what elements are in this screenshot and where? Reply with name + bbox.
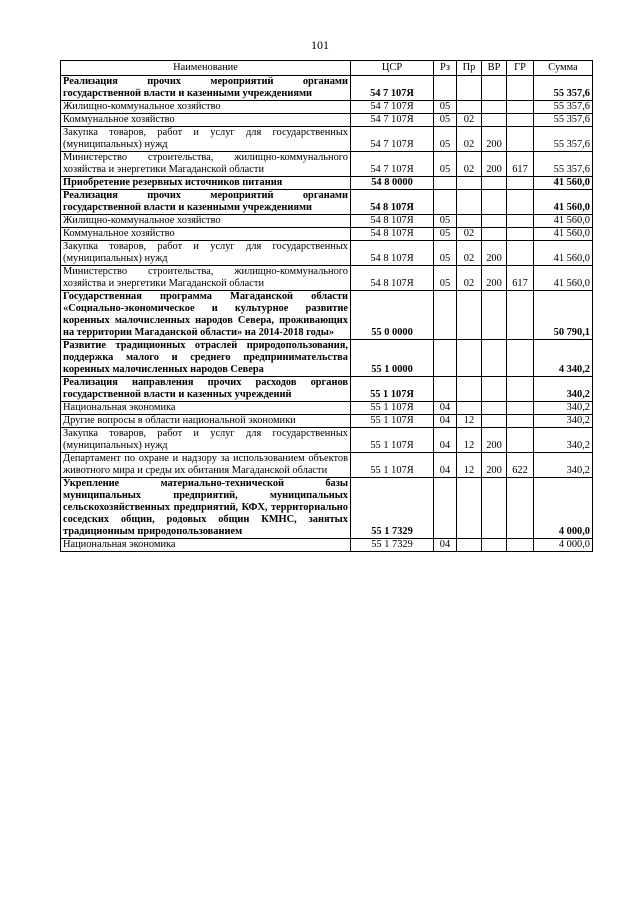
cell-name: Закупка товаров, работ и услуг для государственных (муниципальных) нужд bbox=[61, 428, 351, 453]
cell-name: Департамент по охране и надзору за использованием объектов животного мира и среды их обитания Магаданской области bbox=[61, 453, 351, 478]
cell-gr bbox=[507, 539, 534, 552]
cell-rz: 04 bbox=[434, 402, 457, 415]
cell-pr bbox=[457, 340, 482, 377]
cell-rz bbox=[434, 76, 457, 101]
cell-name: Жилищно-коммунальное хозяйство bbox=[61, 101, 351, 114]
cell-rz: 04 bbox=[434, 415, 457, 428]
cell-vr bbox=[482, 340, 507, 377]
table-row bbox=[61, 127, 593, 152]
cell-name: Государственная программа Магаданской области «Социально-экономическое и культурное развитие коренных малочисленных народов Севера, проживающих на территории Магаданской области» на 2014-2018 годы» bbox=[61, 291, 351, 340]
cell-pr bbox=[457, 478, 482, 539]
cell-pr: 02 bbox=[457, 152, 482, 177]
cell-sum: 41 560,0 bbox=[534, 228, 593, 241]
table-row bbox=[61, 266, 593, 291]
cell-csr: 55 1 107Я bbox=[351, 453, 434, 478]
cell-csr: 55 1 7329 bbox=[351, 539, 434, 552]
cell-vr bbox=[482, 114, 507, 127]
cell-sum: 41 560,0 bbox=[534, 215, 593, 228]
cell-name: Укрепление материально-технической базы муниципальных предприятий, муниципальных сельскохозяйственных предприятий, КФХ, территориально соседских общин, родовых общин КМНС, занятых традиционным природопользованием bbox=[61, 478, 351, 539]
cell-pr: 02 bbox=[457, 127, 482, 152]
cell-name: Министерство строительства, жилищно-коммунального хозяйства и энергетики Магаданской области bbox=[61, 152, 351, 177]
cell-name: Коммунальное хозяйство bbox=[61, 114, 351, 127]
cell-name: Закупка товаров, работ и услуг для государственных (муниципальных) нужд bbox=[61, 127, 351, 152]
cell-pr: 02 bbox=[457, 228, 482, 241]
table-row bbox=[61, 478, 593, 539]
cell-gr bbox=[507, 428, 534, 453]
cell-rz bbox=[434, 377, 457, 402]
cell-pr: 02 bbox=[457, 241, 482, 266]
table-row bbox=[61, 428, 593, 453]
cell-vr: 200 bbox=[482, 127, 507, 152]
cell-gr bbox=[507, 415, 534, 428]
cell-gr bbox=[507, 76, 534, 101]
cell-csr: 54 7 107Я bbox=[351, 114, 434, 127]
cell-gr: 617 bbox=[507, 266, 534, 291]
cell-vr: 200 bbox=[482, 428, 507, 453]
cell-rz bbox=[434, 340, 457, 377]
cell-name: Реализация направления прочих расходов органов государственной власти и казенных учреждений bbox=[61, 377, 351, 402]
cell-name: Жилищно-коммунальное хозяйство bbox=[61, 215, 351, 228]
cell-vr bbox=[482, 190, 507, 215]
table-row bbox=[61, 402, 593, 415]
column-header-rz: Рз bbox=[434, 61, 457, 76]
cell-gr bbox=[507, 241, 534, 266]
cell-csr: 54 8 107Я bbox=[351, 190, 434, 215]
cell-rz: 05 bbox=[434, 228, 457, 241]
cell-vr: 200 bbox=[482, 453, 507, 478]
cell-gr bbox=[507, 127, 534, 152]
cell-sum: 41 560,0 bbox=[534, 177, 593, 190]
cell-vr bbox=[482, 228, 507, 241]
cell-csr: 55 1 0000 bbox=[351, 340, 434, 377]
cell-rz: 05 bbox=[434, 152, 457, 177]
cell-gr bbox=[507, 215, 534, 228]
table-row bbox=[61, 114, 593, 127]
table-row bbox=[61, 76, 593, 101]
cell-sum: 55 357,6 bbox=[534, 114, 593, 127]
cell-rz: 04 bbox=[434, 539, 457, 552]
cell-name: Национальная экономика bbox=[61, 539, 351, 552]
cell-sum: 4 000,0 bbox=[534, 539, 593, 552]
cell-sum: 340,2 bbox=[534, 415, 593, 428]
column-header-sum: Сумма bbox=[534, 61, 593, 76]
cell-gr bbox=[507, 114, 534, 127]
cell-pr: 12 bbox=[457, 428, 482, 453]
cell-sum: 4 340,2 bbox=[534, 340, 593, 377]
cell-name: Коммунальное хозяйство bbox=[61, 228, 351, 241]
cell-rz: 05 bbox=[434, 266, 457, 291]
cell-rz bbox=[434, 291, 457, 340]
table-row bbox=[61, 291, 593, 340]
cell-vr bbox=[482, 291, 507, 340]
cell-csr: 55 1 107Я bbox=[351, 428, 434, 453]
cell-csr: 54 7 107Я bbox=[351, 127, 434, 152]
column-header-gr: ГР bbox=[507, 61, 534, 76]
cell-sum: 340,2 bbox=[534, 402, 593, 415]
cell-sum: 55 357,6 bbox=[534, 101, 593, 114]
cell-csr: 54 8 0000 bbox=[351, 177, 434, 190]
cell-sum: 41 560,0 bbox=[534, 190, 593, 215]
cell-sum: 4 000,0 bbox=[534, 478, 593, 539]
cell-gr bbox=[507, 402, 534, 415]
cell-gr bbox=[507, 190, 534, 215]
cell-vr bbox=[482, 101, 507, 114]
budget-table bbox=[60, 60, 593, 552]
cell-rz bbox=[434, 478, 457, 539]
table-row bbox=[61, 177, 593, 190]
table-row bbox=[61, 453, 593, 478]
table-row bbox=[61, 190, 593, 215]
table-row bbox=[61, 539, 593, 552]
cell-csr: 55 1 107Я bbox=[351, 377, 434, 402]
cell-rz bbox=[434, 177, 457, 190]
column-header-name: Наименование bbox=[61, 61, 351, 76]
cell-sum: 55 357,6 bbox=[534, 152, 593, 177]
cell-name: Реализация прочих мероприятий органами государственной власти и казенными учреждениями bbox=[61, 76, 351, 101]
table-row bbox=[61, 241, 593, 266]
cell-vr bbox=[482, 402, 507, 415]
cell-gr bbox=[507, 478, 534, 539]
cell-sum: 55 357,6 bbox=[534, 76, 593, 101]
cell-sum: 340,2 bbox=[534, 428, 593, 453]
cell-csr: 55 1 107Я bbox=[351, 415, 434, 428]
cell-name: Закупка товаров, работ и услуг для государственных (муниципальных) нужд bbox=[61, 241, 351, 266]
cell-sum: 41 560,0 bbox=[534, 266, 593, 291]
column-header-csr: ЦСР bbox=[351, 61, 434, 76]
cell-vr: 200 bbox=[482, 241, 507, 266]
cell-pr bbox=[457, 215, 482, 228]
cell-csr: 54 7 107Я bbox=[351, 76, 434, 101]
cell-gr bbox=[507, 291, 534, 340]
cell-pr bbox=[457, 101, 482, 114]
cell-vr bbox=[482, 76, 507, 101]
cell-rz: 05 bbox=[434, 101, 457, 114]
table-row bbox=[61, 415, 593, 428]
cell-gr bbox=[507, 177, 534, 190]
cell-name: Национальная экономика bbox=[61, 402, 351, 415]
cell-csr: 54 8 107Я bbox=[351, 215, 434, 228]
cell-name: Развитие традиционных отраслей природопользования, поддержка малого и среднего предпринимательства коренных малочисленных народов Севера bbox=[61, 340, 351, 377]
cell-pr bbox=[457, 402, 482, 415]
cell-rz: 04 bbox=[434, 428, 457, 453]
cell-pr bbox=[457, 377, 482, 402]
cell-vr bbox=[482, 215, 507, 228]
cell-csr: 54 8 107Я bbox=[351, 266, 434, 291]
cell-gr bbox=[507, 377, 534, 402]
cell-pr bbox=[457, 291, 482, 340]
column-header-pr: Пр bbox=[457, 61, 482, 76]
cell-name: Приобретение резервных источников питания bbox=[61, 177, 351, 190]
cell-gr: 617 bbox=[507, 152, 534, 177]
cell-csr: 54 7 107Я bbox=[351, 101, 434, 114]
cell-name: Министерство строительства, жилищно-коммунального хозяйства и энергетики Магаданской области bbox=[61, 266, 351, 291]
cell-sum: 50 790,1 bbox=[534, 291, 593, 340]
cell-vr: 200 bbox=[482, 152, 507, 177]
cell-pr: 02 bbox=[457, 266, 482, 291]
cell-sum: 340,2 bbox=[534, 377, 593, 402]
cell-name: Реализация прочих мероприятий органами государственной власти и казенными учреждениями bbox=[61, 190, 351, 215]
cell-sum: 340,2 bbox=[534, 453, 593, 478]
cell-rz: 05 bbox=[434, 127, 457, 152]
cell-sum: 55 357,6 bbox=[534, 127, 593, 152]
cell-vr bbox=[482, 478, 507, 539]
cell-gr: 622 bbox=[507, 453, 534, 478]
cell-gr bbox=[507, 228, 534, 241]
cell-pr bbox=[457, 539, 482, 552]
cell-pr: 02 bbox=[457, 114, 482, 127]
cell-csr: 55 1 7329 bbox=[351, 478, 434, 539]
cell-sum: 41 560,0 bbox=[534, 241, 593, 266]
cell-vr bbox=[482, 177, 507, 190]
table-row bbox=[61, 340, 593, 377]
cell-gr bbox=[507, 340, 534, 377]
cell-pr bbox=[457, 177, 482, 190]
cell-vr bbox=[482, 415, 507, 428]
cell-gr bbox=[507, 101, 534, 114]
cell-csr: 54 8 107Я bbox=[351, 228, 434, 241]
cell-vr bbox=[482, 539, 507, 552]
cell-csr: 55 0 0000 bbox=[351, 291, 434, 340]
cell-rz bbox=[434, 190, 457, 215]
cell-name: Другие вопросы в области национальной экономики bbox=[61, 415, 351, 428]
table-row bbox=[61, 228, 593, 241]
cell-rz: 05 bbox=[434, 114, 457, 127]
table-row bbox=[61, 215, 593, 228]
cell-pr: 12 bbox=[457, 453, 482, 478]
cell-csr: 54 7 107Я bbox=[351, 152, 434, 177]
table-row bbox=[61, 152, 593, 177]
cell-vr: 200 bbox=[482, 266, 507, 291]
cell-csr: 55 1 107Я bbox=[351, 402, 434, 415]
cell-rz: 05 bbox=[434, 241, 457, 266]
cell-pr: 12 bbox=[457, 415, 482, 428]
cell-csr: 54 8 107Я bbox=[351, 241, 434, 266]
cell-pr bbox=[457, 76, 482, 101]
cell-pr bbox=[457, 190, 482, 215]
cell-rz: 04 bbox=[434, 453, 457, 478]
table-row bbox=[61, 377, 593, 402]
column-header-vr: ВР bbox=[482, 61, 507, 76]
table-row bbox=[61, 101, 593, 114]
cell-vr bbox=[482, 377, 507, 402]
cell-rz: 05 bbox=[434, 215, 457, 228]
table-header-row bbox=[61, 61, 593, 76]
table-body bbox=[61, 76, 593, 552]
page-number: 101 bbox=[311, 38, 329, 52]
